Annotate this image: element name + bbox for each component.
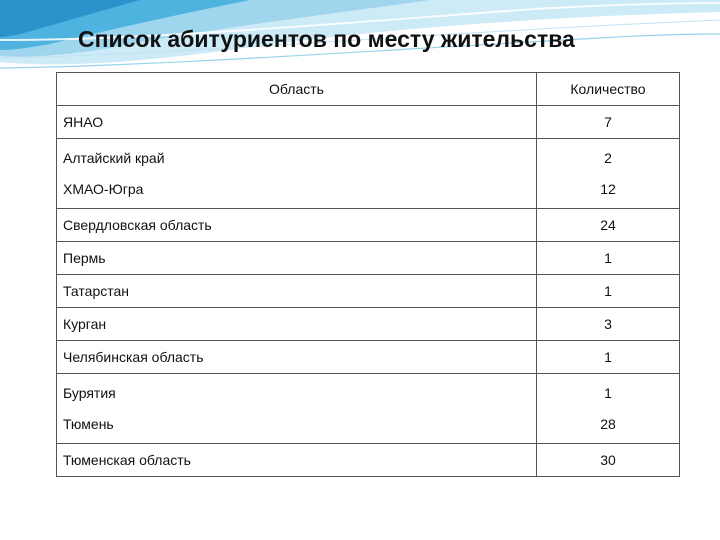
count-cell: 1 <box>537 341 680 374</box>
table-row <box>57 242 680 275</box>
region-cell <box>57 139 537 209</box>
count-cell: 7 <box>537 106 680 139</box>
slide-title: Список абитуриентов по месту жительства <box>78 26 575 52</box>
table-row <box>57 139 680 209</box>
region-line: Алтайский край <box>63 149 165 166</box>
region-line: Бурятия <box>63 384 116 401</box>
region-cell: Пермь <box>57 242 537 275</box>
applicants-table <box>56 72 680 477</box>
table-row <box>57 209 680 242</box>
count-cell <box>537 139 680 209</box>
count-line: 28 <box>600 415 616 432</box>
table-row <box>57 341 680 374</box>
count-line: 12 <box>600 180 616 197</box>
table-row <box>57 106 680 139</box>
region-cell: Курган <box>57 308 537 341</box>
table-row <box>57 374 680 444</box>
count-cell <box>537 374 680 444</box>
count-line: 1 <box>604 384 612 401</box>
region-line: Тюмень <box>63 415 114 432</box>
count-cell: 3 <box>537 308 680 341</box>
count-cell: 1 <box>537 242 680 275</box>
count-line: 2 <box>604 149 612 166</box>
table-header-row <box>57 73 680 106</box>
region-cell: Челябинская область <box>57 341 537 374</box>
table-row <box>57 308 680 341</box>
header-count: Количество <box>537 73 680 106</box>
region-cell: Свердловская область <box>57 209 537 242</box>
region-cell: Тюменская область <box>57 444 537 477</box>
region-cell: Татарстан <box>57 275 537 308</box>
count-cell: 30 <box>537 444 680 477</box>
count-cell: 1 <box>537 275 680 308</box>
count-cell: 24 <box>537 209 680 242</box>
region-line: ХМАО-Югра <box>63 180 144 197</box>
region-cell: ЯНАО <box>57 106 537 139</box>
table-row <box>57 444 680 477</box>
region-cell <box>57 374 537 444</box>
table-row <box>57 275 680 308</box>
header-region: Область <box>57 73 537 106</box>
